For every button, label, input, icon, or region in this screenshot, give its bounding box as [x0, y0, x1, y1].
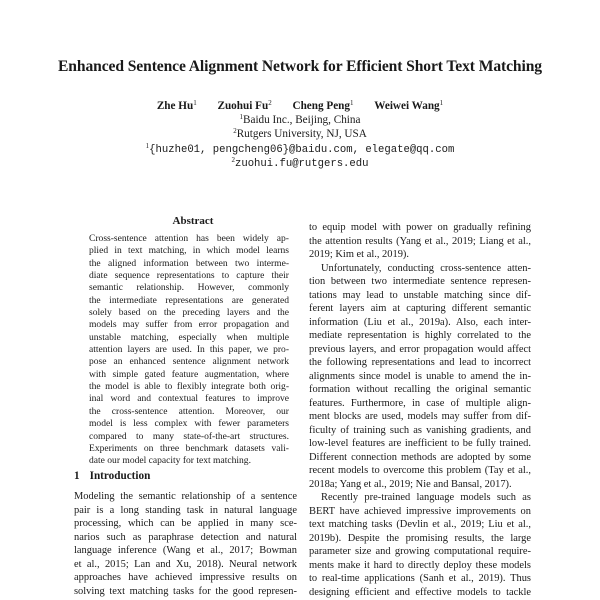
text-line: Cross-sentence attention has been widely ap-	[89, 233, 289, 244]
text-line: unstable matching, especially when multiple	[89, 331, 289, 343]
text-line: ments make it hard to directly deploy these models	[309, 559, 531, 571]
text-line: text matching tasks (Devlin et al., 2019; Liu et al.,	[309, 519, 531, 530]
text-line: parameter size and growing computational require-	[309, 546, 531, 557]
author-name: Cheng Peng	[292, 100, 350, 112]
text-line: solely based on the preceding layers and the	[89, 307, 289, 319]
author-mark: 1	[193, 99, 197, 107]
affiliation-mark: 2	[233, 127, 237, 135]
text-line: narios such as paraphrase detection and natural	[74, 531, 297, 543]
left-column-text	[74, 490, 297, 598]
section-number: 1	[74, 470, 80, 482]
text-line: processing, which can be applied in many sce-	[74, 518, 297, 530]
text-line: 2019b). Despite the promising results, the large	[309, 532, 531, 544]
text-line: approaches have achieved impressive results on	[74, 572, 297, 584]
paper-title: Enhanced Sentence Alignment Network for Efficient Short Text Matching	[58, 58, 542, 75]
text-line: plied in text matching, in which model learns	[89, 245, 289, 257]
abstract-heading: Abstract	[172, 215, 214, 227]
author-mark: 1	[349, 99, 354, 107]
section-heading	[74, 470, 150, 482]
right-column-text	[309, 221, 531, 599]
text-line: the following representations and lead to incorrect	[309, 357, 531, 368]
affiliation-text: Baidu Inc., Beijing, China	[243, 114, 361, 126]
email-mark: 1	[145, 142, 150, 150]
text-line: compared to many state-of-the-art structures.	[89, 430, 289, 442]
text-line: features. Furthermore, in case of multiple align-	[309, 397, 531, 409]
author-mark: 1	[439, 99, 444, 107]
text-line: BERT have achieved impressive improvements on	[309, 505, 531, 517]
text-line: ferent layers aim at capturing different semantic	[309, 303, 531, 314]
text-line: 2018a; Yang et al., 2019; Nie and Bansal, 2017).	[309, 478, 512, 490]
text-line: alignments since model is unable to amend the in-	[309, 370, 531, 382]
author-name: Zhe Hu	[156, 100, 194, 112]
text-line: with simple gated feature augmentation, where	[89, 368, 289, 380]
text-line: model is less complex with fewer parameters	[89, 418, 289, 430]
affiliation-text: Rutgers University, NJ, USA	[236, 128, 367, 140]
text-line: Unfortunately, conducting cross-sentence atten-	[321, 262, 531, 274]
text-line: ment blocks are used, models may suffer from dif-	[309, 411, 531, 422]
author	[374, 100, 443, 112]
text-line: recent models to overcome this problem (Tay et al.,	[309, 465, 531, 476]
text-line: low-level features are inefficient to be fully trained.	[309, 438, 531, 449]
email-text: {huzhe01, pengcheng06}@baidu.com, elegate@qq.com	[149, 144, 455, 156]
author-list	[0, 99, 600, 112]
text-line: to equip model with power on gradually refining	[309, 222, 531, 233]
text-line: tion between two intermediate sentence represen-	[309, 276, 531, 287]
text-line: previous layers, and error propagation would affect	[309, 343, 531, 355]
text-line: formation without recalling the original semantic	[309, 384, 531, 395]
text-line: Recently pre-trained language models such as	[321, 492, 531, 503]
author	[157, 100, 197, 112]
author	[292, 100, 353, 112]
text-line: models may suffer from error propagation and	[89, 319, 289, 331]
text-line: Modeling the semantic relationship of a sentence	[74, 491, 297, 502]
email-mark: 2	[231, 156, 235, 164]
email-line	[0, 156, 600, 170]
text-line: to real-time applications (Sanh et al., 2019). Thus	[309, 573, 531, 584]
text-line: designing efficient and effective models to tackle	[309, 586, 531, 598]
affiliation-mark: 1	[239, 113, 244, 121]
text-line: the cross-sentence attention. Moreover, our	[89, 405, 289, 417]
text-line: 2019; Kim et al., 2019).	[309, 249, 410, 260]
text-line: inal word and contextual features to improve	[89, 393, 289, 405]
text-line: tations may lead to unstable matching since dif-	[309, 289, 531, 301]
author-name: Weiwei Wang	[374, 100, 440, 112]
text-line: pose an enhanced sentence alignment network	[89, 356, 289, 368]
text-line: mediate representation is highly correlated to the	[309, 330, 531, 341]
text-line: Experiments on three benchmark datasets vali-	[89, 442, 289, 454]
text-line: attention layers are used. In this paper, we pro-	[89, 344, 289, 356]
email-text: zuohui.fu@rutgers.edu	[234, 158, 369, 170]
email-line	[0, 142, 600, 156]
text-line: language inference (Wang et al., 2017; Bowman	[74, 545, 297, 557]
section-title: Introduction	[89, 470, 151, 482]
author-name: Zuohui Fu	[217, 100, 269, 112]
text-line: Different connection methods are adopted by some	[309, 451, 531, 463]
affiliation	[0, 113, 600, 126]
text-line: the attention results (Yang et al., 2019; Liang et al.,	[309, 235, 531, 247]
author-mark: 2	[268, 99, 272, 107]
text-line: et al., 2015; Lan and Xu, 2018). Neural network	[74, 558, 297, 570]
text-line: date our model capacity for text matching.	[89, 455, 251, 467]
abstract-body	[89, 233, 289, 468]
text-line: semantic relationship. However, commonly	[89, 282, 289, 294]
author	[218, 100, 272, 112]
text-line: the aligned information between two interme-	[89, 257, 289, 269]
text-line: the model is able to flexibly integrate both orig-	[89, 381, 289, 393]
text-line: solving text matching tasks for the good represen-	[74, 585, 297, 597]
text-line: the intermediate representations are generated	[89, 294, 289, 306]
affiliation	[0, 127, 600, 140]
text-line: ficulty of training such as vanishing gradients, and	[309, 424, 531, 436]
text-line: information (Liu et al., 2019a). Also, each inter-	[309, 316, 531, 328]
text-line: pair is a long standing task in natural language	[74, 504, 297, 516]
text-line: diate sequence representations to capture their	[89, 270, 289, 282]
